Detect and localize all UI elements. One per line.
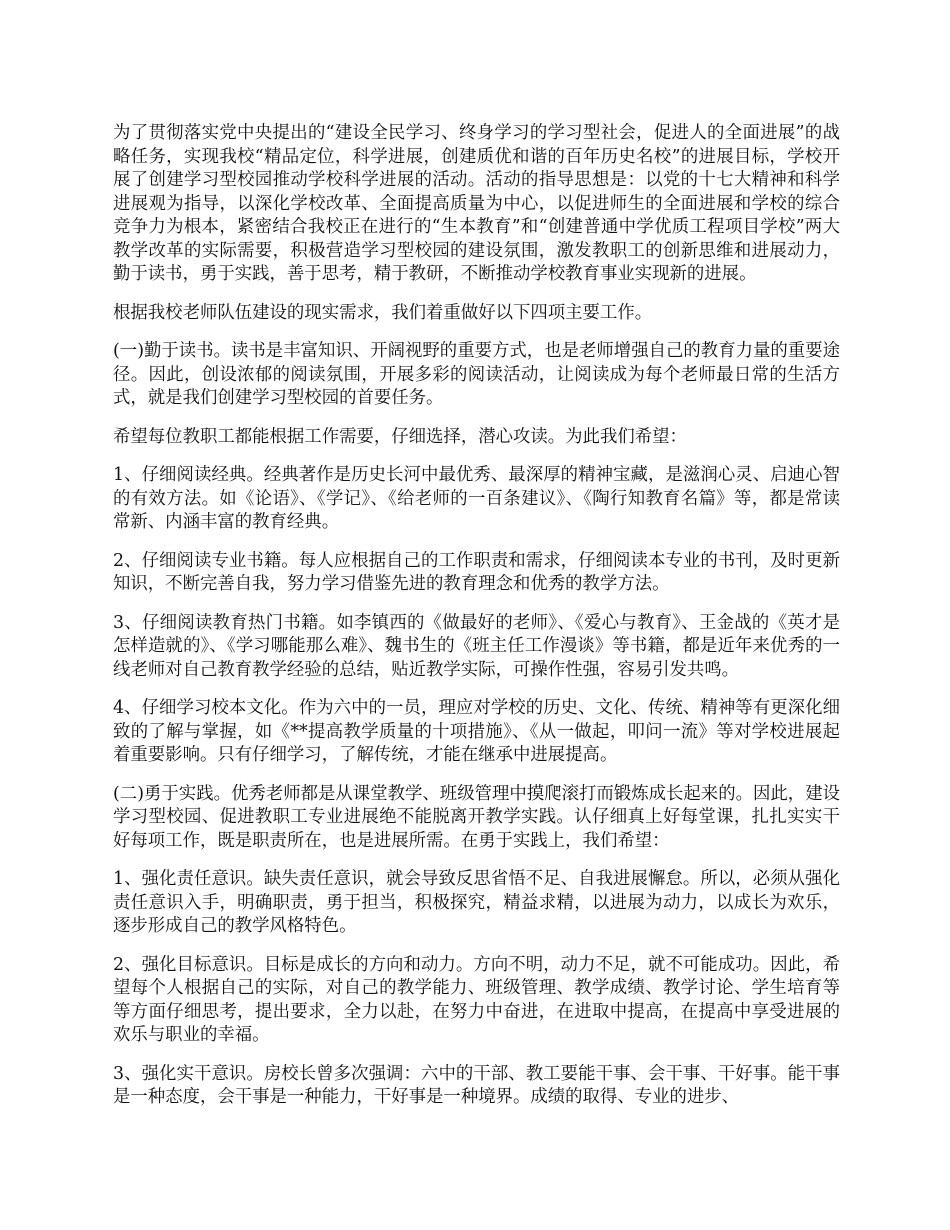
section-reading-paragraph: (一)勤于读书。读书是丰富知识、开阔视野的重要方式，也是老师增强自己的教育力量的重要途径。因此，创设浓郁的阅读氛围，开展多彩的阅读活动，让阅读成为每个老师最日常的生活方式，就是我们创建学习型校园的首要任务。	[113, 341, 840, 408]
reading-item-2: 2、仔细阅读专业书籍。每人应根据自己的工作职责和需求，仔细阅读本专业的书刊，及时更新知识，不断完善自我，努力学习借鉴先进的教育理念和优秀的教学方法。	[113, 550, 840, 594]
intro-paragraph: 为了贯彻落实党中央提出的“建设全民学习、终身学习的学习型社会，促进人的全面进展”的战略任务，实现我校“精品定位，科学进展，创建质优和谐的百年历史名校”的进展目标，学校开展了创建学习型校园推动学校科学进展的活动。活动的指导思想是：以党的十七大精神和科学进展观为指导，以深化学校改革、全面提高质量为中心，以促进师生的全面进展和学校的综合竞争力为根本，紧密结合我校正在进行的“生本教育”和“创建普通中学优质工程项目学校”两大教学改革的实际需要，积极营造学习型校园的建设氛围，激发教职工的创新思维和进展动力，勤于读书，勇于实践，善于思考，精于教研，不断推动学校教育事业实现新的进展。	[113, 123, 840, 284]
practice-item-1: 1、强化责任意识。缺失责任意识，就会导致反思省悟不足、自我进展懈怠。所以，必须从强化责任意识入手，明确职责，勇于担当，积极探究，精益求精，以进展为动力，以成长为欢乐，逐步形成自己的教学风格特色。	[113, 869, 840, 936]
reading-item-3: 3、仔细阅读教育热门书籍。如李镇西的《做最好的老师》、《爱心与教育》、王金战的《英才是怎样造就的》、《学习哪能那么难》、魏书生的《班主任工作漫谈》等书籍，都是近年来优秀的一线老师对自己教育教学经验的总结，贴近教学实际，可操作性强，容易引发共鸣。	[113, 612, 840, 680]
document-page	[113, 122, 840, 1125]
reading-item-1: 1、仔细阅读经典。经典著作是历史长河中最优秀、最深厚的精神宝藏，是滋润心灵、启迪心智的有效方法。如《论语》、《学记》、《给老师的一百条建议》、《陶行知教育名篇》等，都是常读常新、内涵丰富的教育经典。	[113, 465, 840, 532]
reading-hope-paragraph: 希望每位教职工都能根据工作需要，仔细选择，潜心攻读。为此我们希望：	[113, 426, 687, 447]
practice-item-3: 3、强化实干意识。房校长曾多次强调：六中的干部、教工要能干事、会干事、干好事。能干事是一种态度，会干事是一种能力，干好事是一种境界。成绩的取得、专业的进步、	[113, 1063, 840, 1107]
work-overview-paragraph: 根据我校老师队伍建设的现实需求，我们着重做好以下四项主要工作。	[113, 302, 653, 323]
reading-item-4: 4、仔细学习校本文化。作为六中的一员，理应对学校的历史、文化、传统、精神等有更深化细致的了解与掌握，如《**提高教学质量的十项措施》、《从一做起，叩问一流》等对学校进展起着重要影响。只有仔细学习，了解传统，才能在继承中进展提高。	[113, 698, 840, 765]
section-practice-paragraph: (二)勇于实践。优秀老师都是从课堂教学、班级管理中摸爬滚打而锻炼成长起来的。因此，建设学习型校园、促进教职工专业进展绝不能脱离开教学实践。认仔细真上好每堂课，扎扎实实干好每项工作，既是职责所在，也是进展所需。在勇于实践上，我们希望：	[113, 783, 840, 851]
practice-item-2: 2、强化目标意识。目标是成长的方向和动力。方向不明，动力不足，就不可能成功。因此，希望每个人根据自己的实际，对自己的教学能力、班级管理、教学成绩、教学讨论、学生培育等等方面仔细思考，提出要求，全力以赴，在努力中奋进，在进取中提高，在提高中享受进展的欢乐与职业的幸福。	[113, 954, 840, 1045]
